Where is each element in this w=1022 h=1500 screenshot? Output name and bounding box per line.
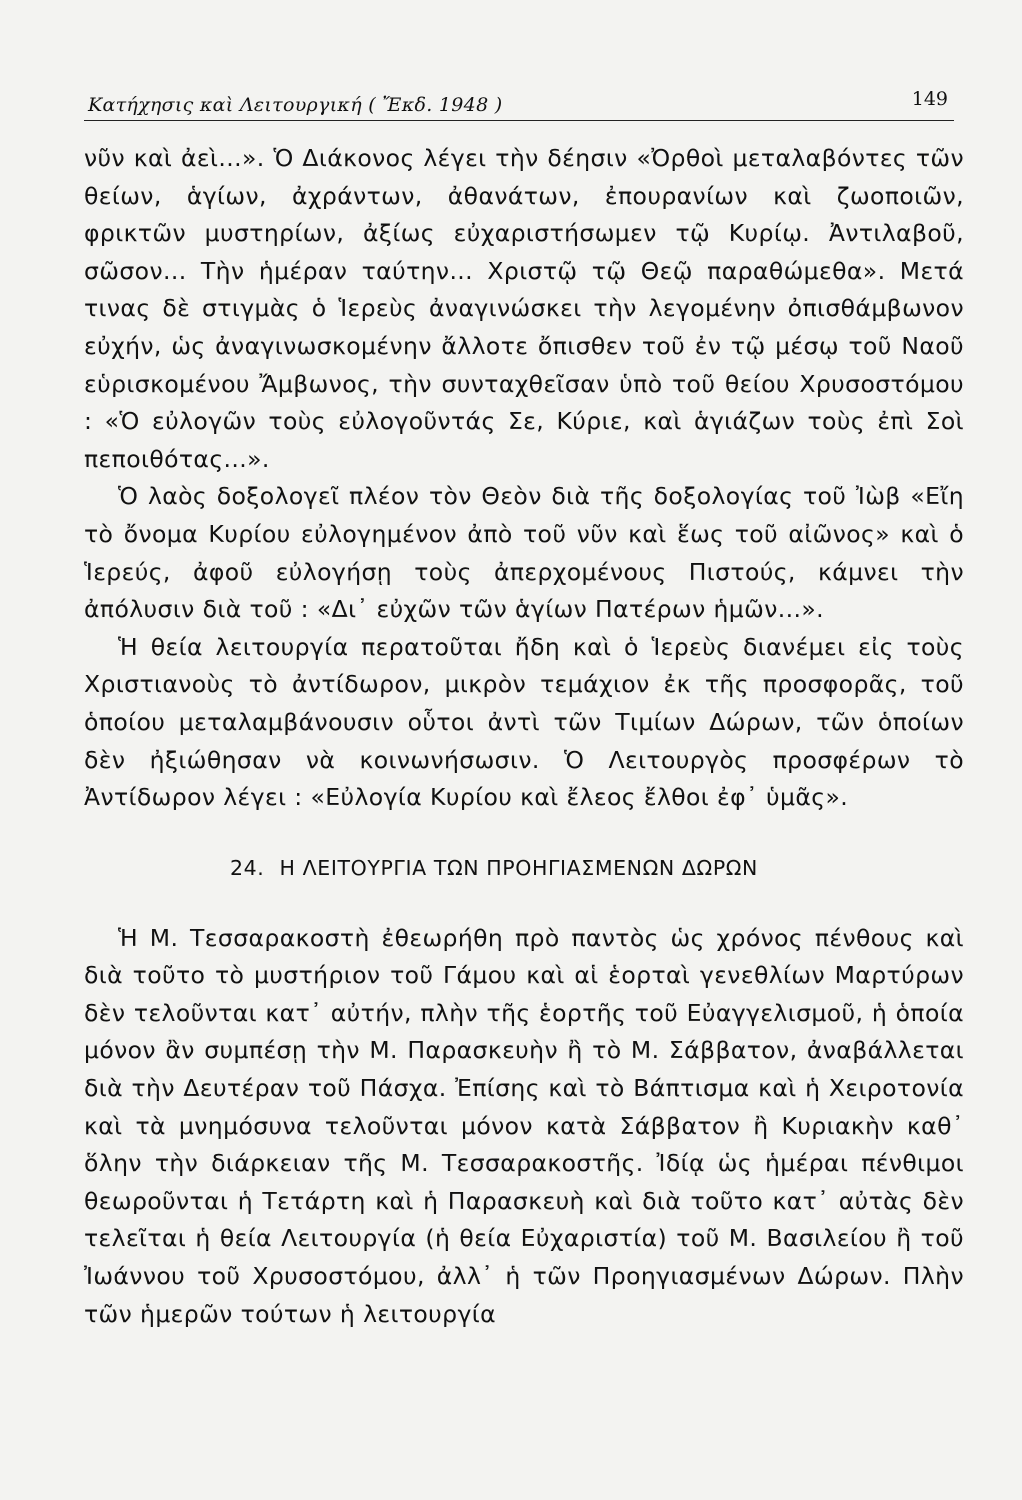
section-number: 24. [230, 855, 265, 880]
paragraph-antidoron: Ἡ θεία λειτουργία περατοῦται ἤδη καὶ ὁ Ἱερεὺς διανέμει εἰς τοὺς Χριστιανοὺς τὸ ἀντίδωρον, μικρὸν τεμάχιον ἐκ τῆς προσφορᾶς, τοῦ ὁποίου μεταλαμβάνουσιν οὗτοι ἀντὶ τῶν Τιμίων Δώρων, τῶν ὁποίων δὲν ἠξιώθησαν νὰ κοινωνήσωσιν. Ὁ Λειτουργὸς προσφέρων τὸ Ἀντίδωρον λέγει : «Εὐλογία Κυρίου καὶ ἔλεος ἔλθοι ἐφ᾽ ὑμᾶς». [84, 632, 964, 812]
body-text [84, 140, 964, 1333]
running-head [84, 86, 954, 121]
section-heading [84, 854, 964, 882]
running-title: Κατήχησις καὶ Λειτουργική ( Ἔκδ. 1948 ) [88, 94, 503, 116]
page-number: 149 [911, 88, 948, 110]
section-title: Η ΛΕΙΤΟΥΡΓΙΑ ΤΩΝ ΠΡΟΗΓΙΑΣΜΕΝΩΝ ΔΩΡΩΝ [279, 855, 758, 880]
paragraph-doxology: Ὁ λαὸς δοξολογεῖ πλέον τὸν Θεὸν διὰ τῆς δοξολογίας τοῦ Ἰὼβ «Εἴη τὸ ὄνομα Κυρίου εὐλογημένον ἀπὸ τοῦ νῦν καὶ ἕως τοῦ αἰῶνος» καὶ ὁ Ἱερεύς, ἀφοῦ εὐλογήσῃ τοὺς ἀπερχομένους Πιστούς, κάμνει τὴν ἀπόλυσιν διὰ τοῦ : «Δι᾽ εὐχῶν τῶν ἁγίων Πατέρων ἡμῶν...». [84, 482, 964, 624]
paragraph-liturgy-ending: νῦν καὶ ἀεὶ...». Ὁ Διάκονος λέγει τὴν δέησιν «Ὀρθοὶ μεταλαβόντες τῶν θείων, ἁγίων, ἀχράντων, ἀθανάτων, ἐπουρανίων καὶ ζωοποιῶν, φρικτῶν μυστηρίων, ἀξίως εὐχαριστήσωμεν τῷ Κυρίῳ. Ἀντιλαβοῦ, σῶσον... Τὴν ἡμέραν ταύτην... Χριστῷ τῷ Θεῷ παραθώμεθα». Μετά τινας δὲ στιγμὰς ὁ Ἱερεὺς ἀναγινώσκει τὴν λεγομένην ὀπισθάμβωνον εὐχήν, ὡς ἀναγινωσκομένην ἄλλοτε ὄπισθεν τοῦ ἐν τῷ μέσῳ τοῦ Ναοῦ εὑρισκομένου Ἄμβωνος, τὴν συνταχθεῖσαν ὑπὸ τοῦ θείου Χρυσοστόμου : «Ὁ εὐλογῶν τοὺς εὐλογοῦντάς Σε, Κύριε, καὶ ἁγιάζων τοὺς ἐπὶ Σοὶ πεποιθότας...». [84, 144, 964, 473]
paragraph-presanctified: Ἡ Μ. Τεσσαρακοστὴ ἐθεωρήθη πρὸ παντὸς ὡς χρόνος πένθους καὶ διὰ τοῦτο τὸ μυστήριον τοῦ Γάμου καὶ αἱ ἑορταὶ γενεθλίων Μαρτύρων δὲν τελοῦνται κατ᾽ αὐτήν, πλὴν τῆς ἑορτῆς τοῦ Εὐαγγελισμοῦ, ἡ ὁποία μόνον ἂν συμπέσῃ τὴν Μ. Παρασκευὴν ἢ τὸ Μ. Σάββατον, ἀναβάλλεται διὰ τὴν Δευτέραν τοῦ Πάσχα. Ἐπίσης καὶ τὸ Βάπτισμα καὶ ἡ Χειροτονία καὶ τὰ μνημόσυνα τελοῦνται μόνον κατὰ Σάββατον ἢ Κυριακὴν καθ᾽ ὅλην τὴν διάρκειαν τῆς Μ. Τεσσαρακοστῆς. Ἰδίᾳ ὡς ἡμέραι πένθιμοι θεωροῦνται ἡ Τετάρτη καὶ ἡ Παρασκευὴ καὶ διὰ τοῦτο κατ᾽ αὐτὰς δὲν τελεῖται ἡ θεία Λειτουργία (ἡ θεία Εὐχαριστία) τοῦ Μ. Βασιλείου ἢ τοῦ Ἰωάννου τοῦ Χρυσοστόμου, ἀλλ᾽ ἡ τῶν Προηγιασμένων Δώρων. Πλὴν τῶν ἡμερῶν τούτων ἡ λειτουργία [84, 923, 964, 1328]
